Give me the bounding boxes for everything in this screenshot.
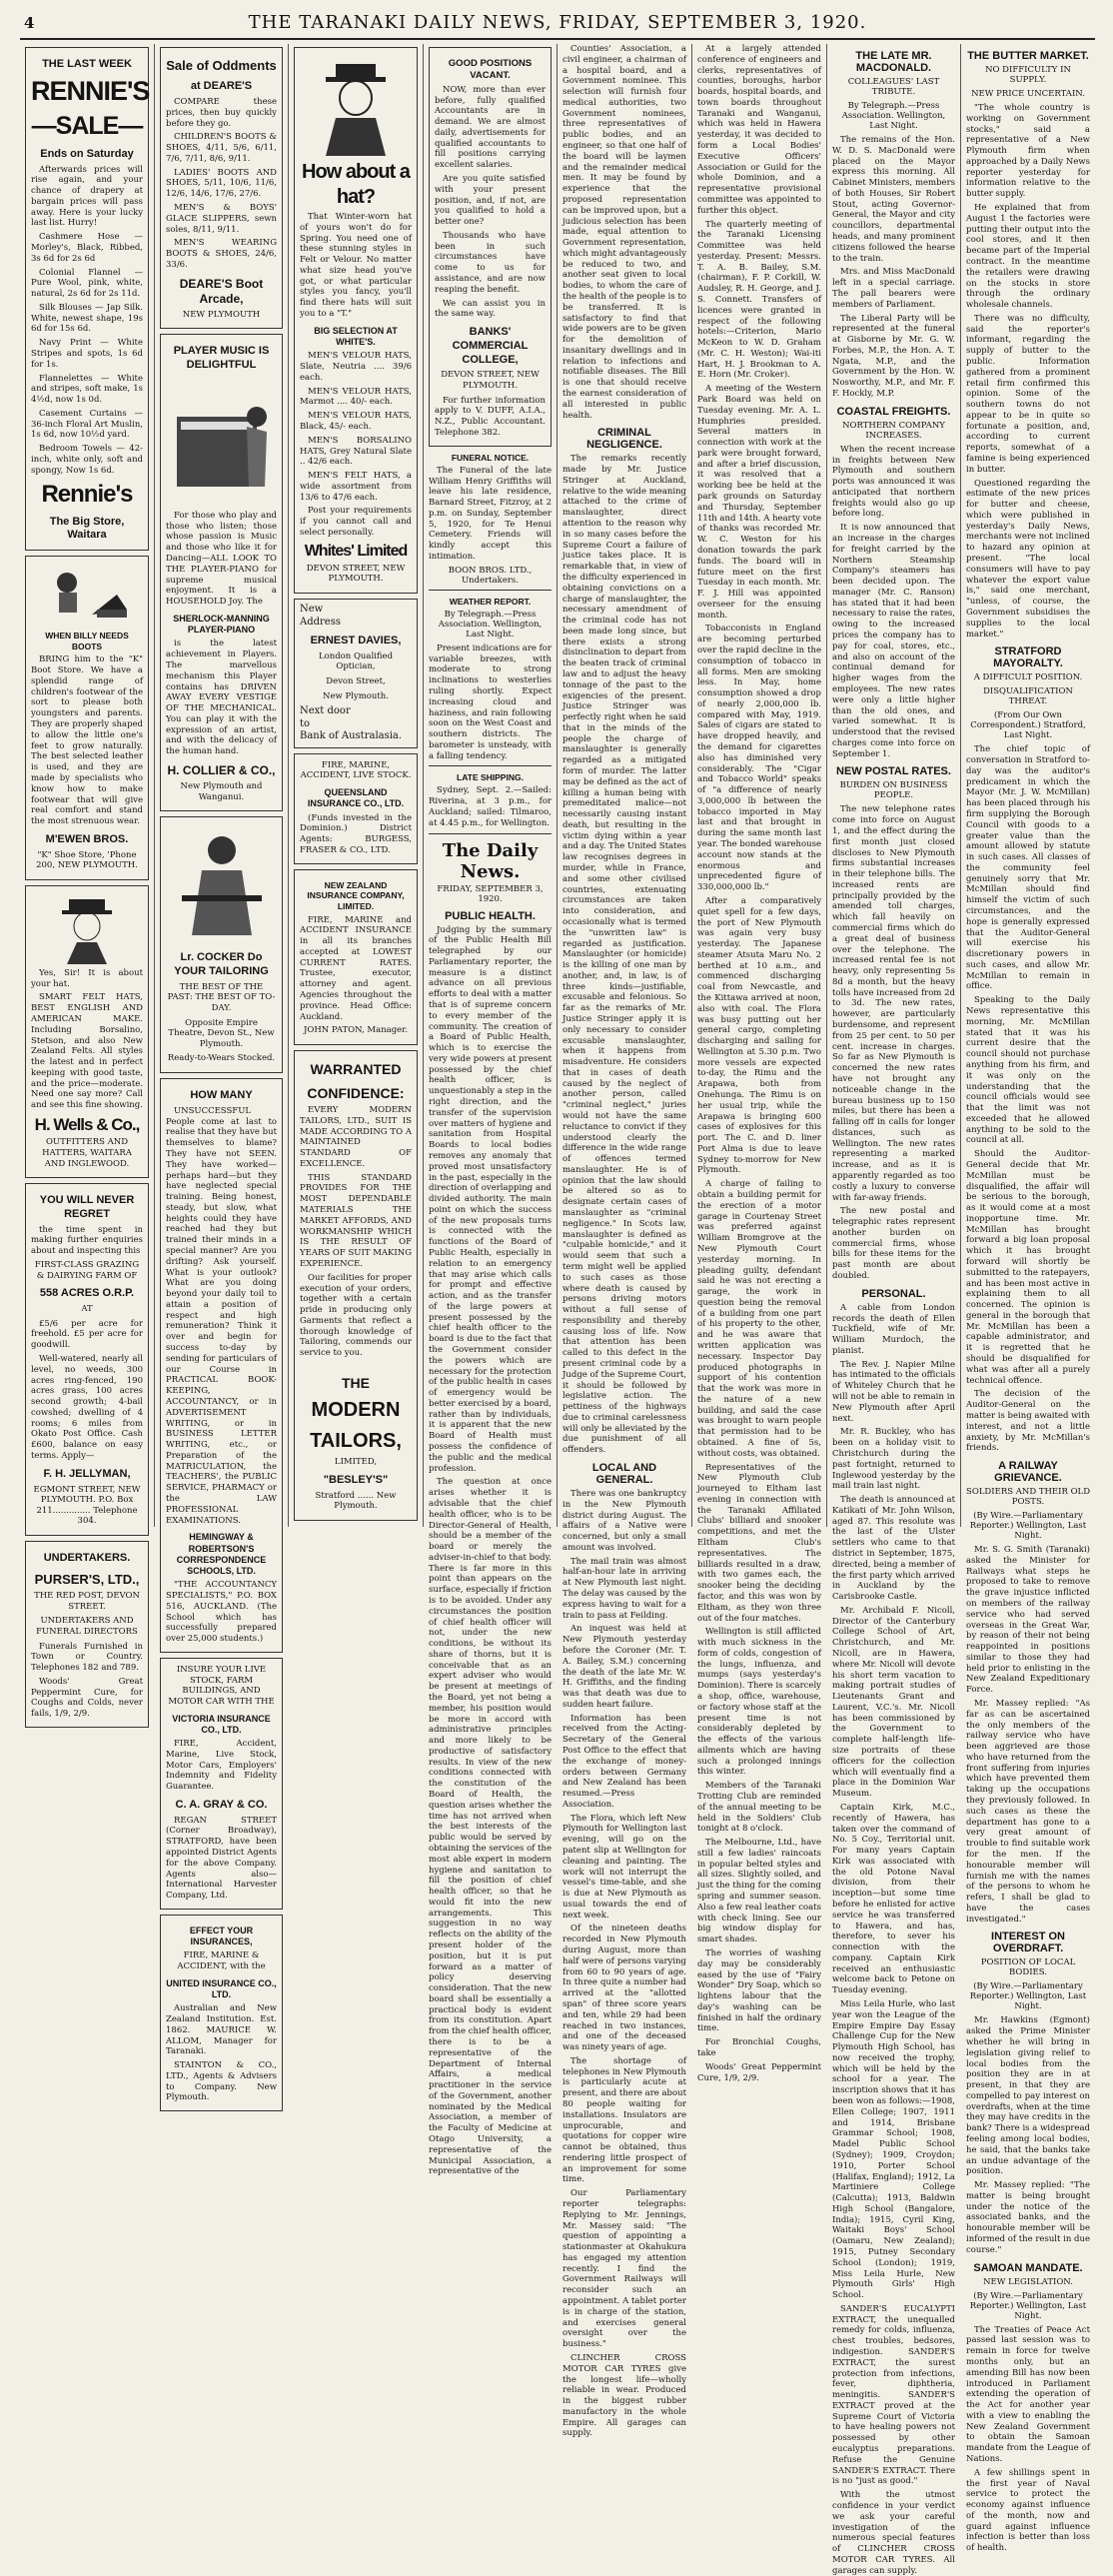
deare-town: NEW PLYMOUTH <box>182 309 261 320</box>
united-name: UNITED INSURANCE CO., LTD. <box>166 1977 277 1999</box>
column-3 <box>289 44 424 1527</box>
col5-p3: There was one bankruptcy in the New Plymouth district during August. The affairs of a Native were concerned, but only a small amount was involved. <box>562 1489 686 1553</box>
united-ad <box>160 1915 283 2111</box>
rennie-lead: THE LAST WEEK <box>42 58 132 70</box>
col5-p5: An inquest was held at New Plymouth yesterday before the Coroner (Mr. T. A. Bailey, S.M.) concerning the death of the late Mr. W. H. Griffiths, and the finding was that death was due to sudden heart failure. <box>562 1624 686 1710</box>
stratford-head: STRATFORD MAYORALTY. <box>993 645 1063 670</box>
col8-p2: He explained that from August 1 the factories were putting their output into the cool stores, and it then became part of the Imperial contract. In the meantime the retailers were drawing on the stocks in store through the ordinary wholesale channels. <box>966 203 1090 311</box>
purser-addr: THE RED POST, DEVON STREET. <box>34 1591 140 1612</box>
rennie-footer: Rennie's <box>41 480 133 508</box>
deare-title: Sale of Oddments <box>166 58 277 73</box>
col6-p1: At a largely attended conference of engineers and clerks, representatives of counties, boroughs, harbor boards, hospital boards, and town boards throughout Taranaki and Wanganui, which was held in Hawera yesterday, it was decided to form a Local Bodies' Executive Officers' Association or Guild for the whole Dominion, and a representative provisional committee was appointed to further this object. <box>697 44 821 216</box>
mewen-name: M'EWEN BROS. <box>45 832 129 845</box>
hemingway-addr: "THE ACCOUNTANCY SPECIALISTS," P.O. BOX 516, AUCKLAND. (The School which has successfully prepared over 25,000 students.) <box>166 1580 277 1645</box>
farm-title: FIRST-CLASS GRAZING & DAIRYING FARM OF <box>34 1259 140 1281</box>
whites-item: MEN'S BORSALINO HATS, Grey Natural Slate .. 42/6 each. <box>300 435 412 468</box>
farm-price: £5/6 per acre for freehold. £5 per acre for goodwill. <box>31 1318 143 1351</box>
col8-p13: The Treaties of Peace Act passed last session was to remain in force for twelve months only, but an amending Bill has now been introduced in Parliament extending the operation of the Act for another year with a view to enabling the New Zealand Government to obtain the Samoan mandate from the League of Nations. <box>966 2324 1090 2464</box>
purser-ad <box>25 1541 149 1728</box>
editorial-p2: The question at once arises whether it is advisable that the chief health officer, who is to be Director-General of Health, should be a member of the board or merely the adviser-in-chief to that body. There is far more in this point than appears on the surface, especially if friction is to be avoided. Under any circumstances the position of chief health officer will not, under the new conditions, be without its share of thorns, but it is conceivable that as an expert adviser who would be present at meetings of the Board, yet not being a member, his position would be more in accord with administrative principles and more likely to be productive of satisfactory results. In view of the new conditions connected with the constitution of the Board of Health, the question arises whether the time has not arrived when the best interests of the public would be served by obtaining the services of the most able expert in modern hygiene and sanitation to fill the position of chief health officer, so that he would fit into the new arrangements. This suggestion in no way reflects on the ability of the present holder of the position, but it is put forward as a matter of policy deserving consideration. That the new board shall be essentially a practical body is evident from its constitution. Apart from the chief health officer, there is to be a representative of the Department of Internal Affairs, a medical practitioner in the service of the Government, another nominated by the Medical Association, a member of the Faculty of Medicine at Otago University, a representative of the Municipal Association, a representative of the <box>429 1477 552 2177</box>
col6-p11: The worries of washing day may be considerably eased by the use of "Fairy Wonder" Dry Soap, which so lightens labour that the day's washing can be finished in half the ordinary time. <box>697 1947 821 2034</box>
col7-p11: The death is announced at Katikati of Mr. John Wilson, aged 87. This resolute was the last of the Ulster settlers who came to that district in September, 1875, directed, being a member of the first party which arrived in Auckland by the Carisbrooke Castle. <box>832 1495 955 1603</box>
col7-p4: When the recent increase in freights between New Plymouth and southern ports was announced it was anticipated that northern freights would also go up before long. <box>832 444 955 520</box>
farm-intro: the time spent in making further enquiries about and inspecting this <box>31 1224 143 1257</box>
col6-p2: The quarterly meeting of the Taranaki Licensing Committee was held yesterday. Present: Messrs. T. A. B. Bailey, S.M. (chairman), F. P. Corkill, W. Audsley, R. H. George, and J. S. Connett. Transfers of licences were granted in respect of the following hotels:—Criterion, Mario McKeon to W. D. Graham (Mr. C. H. Weston); Wai-iti Hart, H. J. Brookman to A. E. Horn (Mr. Croker). <box>697 219 821 381</box>
rennie-ends: Ends on Saturday <box>40 147 134 160</box>
col8-p4: Questioned regarding the estimate of the new prices for butter and cheese, which were published in yesterday's Daily News, merchants were not inclined to hazard any opinion at present. "The local consumers will have to pay whatever the export value is," said one merchant, "unless, of course, the Government subsidises the supplies to the local market." <box>966 478 1090 640</box>
whites-selection: BIG SELECTION AT WHITE'S. <box>314 325 398 348</box>
masthead <box>20 8 1095 40</box>
victoria-agent: C. A. GRAY & CO. <box>175 1798 268 1811</box>
purser-cure: Woods' Great Peppermint Cure, for Coughs and Colds, never fails, 1/9, 2/9. <box>31 1676 143 1720</box>
macdonald-date: By Telegraph.—Press Association. Wellington, Last Night. <box>841 101 946 131</box>
farm-text: Well-watered, nearly all level, no weeds, 300 acres ring-fenced, 190 acres grass, 100 acres second growth; 4-bail cowshed; dwelling of 4 rooms; 6 miles from Okato Post Office. Cash £600, balance on easy terms. Apply— <box>31 1353 143 1461</box>
collier-model: SHERLOCK-MANNING PLAYER-PIANO <box>173 613 270 636</box>
railway-src: (By Wire.—Parliamentary Reporter.) Wellington, Last Night. <box>969 1511 1087 1542</box>
vacant-addr: DEVON STREET, NEW PLYMOUTH. <box>441 370 540 392</box>
mewen-caption: WHEN BILLY NEEDS BOOTS <box>45 631 129 651</box>
stratford-src: (From Our Own Correspondent.) Stratford, Last Night. <box>970 710 1086 741</box>
col7-p10: Mr. R. Buckley, who has been on a holiday visit to Christchurch during the past fortnight, returned to Inglewood yesterday by the mail train last night. <box>832 1427 955 1492</box>
vacant-p4: We can assist you in the same way. <box>435 298 546 320</box>
whites-name: Whites' Limited <box>304 542 408 560</box>
col6-p10: The Melbourne, Ltd., have still a few ladies' raincoats in popular belted styles and all sizes. Slightly soiled, and just the thing for the coming spring and summer season. Also a few real leather coats with check lining. See our big window display for smart shades. <box>697 1838 821 1945</box>
boy-illustration-icon <box>37 565 137 625</box>
railway-head: A RAILWAY GRIEVANCE. <box>994 1460 1062 1485</box>
cocker-name: Lr. COCKER Do YOUR TAILORING <box>174 951 269 977</box>
cocker-ready: Ready-to-Wears Stocked. <box>167 1053 276 1064</box>
whites-text: That Winter-worn hat of yours won't do for Spring. You need one of these stunning styles in Felt or Velour. No matter what size head you've got, or what particular styles you fancy, you'll find there hats will suit you to a "T." <box>300 212 412 320</box>
davies-name: ERNEST DAVIES, <box>310 635 402 647</box>
vacant-school: BANKS' COMMERCIAL COLLEGE, <box>452 326 529 366</box>
col8-p7: Should the Auditor-General decide that Mr. McMillan must be disqualified, the affair will be serious to the borough, as it would come at a most inopportune time. Mr. McMillan has brought forward a big loan proposal which it has brought forward will shortly be submitted to the ratepayers, and has been most active in explaining them to all concerned. The opinion is general in the borough that Mr. McMillan has been a capable administrator, and it is regretted that he should be disqualified for what was after all a purely technical offence. <box>966 1149 1090 1386</box>
column-1 <box>20 44 155 1720</box>
vacant-p1: NOW, more than ever before, fully qualified Accountants are in demand. We are almost daily, advertisements for qualified accountants to fill positions carrying excellent salaries. <box>435 84 546 171</box>
whites-ad <box>294 47 418 594</box>
queensland-text: (Funds invested in the Dominion.) District Agents: BURGESS, FRASER & CO., LTD. <box>300 812 412 855</box>
col8-p14: A few shillings spent in the first year of Naval service to protect the economy against influence of the month, now and guard against influence infection is better than loss of health. <box>966 2467 1090 2554</box>
purser-name: PURSER'S, LTD., <box>34 1571 140 1587</box>
criminal-head: CRIMINAL NEGLIGENCE. <box>586 427 662 452</box>
weather-title: WEATHER REPORT. <box>449 596 532 607</box>
rennie-item: Flannelettes — White and stripes, soft make, 1s 4½d, now 1s 0d. <box>31 373 143 406</box>
postal-sub: BURDEN ON BUSINESS PEOPLE. <box>839 780 948 801</box>
vacant-p2: Are you quite satisfied with your present position, and, if not, are you qualified to hold a better one? <box>435 174 546 228</box>
tailors-tailors: TAILORS, <box>310 1430 402 1453</box>
wells-sub: OUTFITTERS AND HATTERS, WAITARA AND INGLEWOOD. <box>42 1137 132 1169</box>
wells-name: H. Wells & Co., <box>34 1115 140 1134</box>
macdonald-sub: COLLEAGUES' LAST TRIBUTE. <box>847 77 940 97</box>
col6-p5: After a comparatively quiet spell for a few days, the port of New Plymouth was again very busy yesterday. The Japanese steamer Atsuta Maru No. 2 berthed at 10 a.m., and commenced discharging coal from Newcastle, and the Kittawa arrived at noon, also with coal. The Flora was busy putting out her general cargo, completing discharging and sailing for Wellington at 5.30 p.m. Two more vessels are expected to-day, the Rimu and the Arapawa, both from Onehunga. The Rimu is on her usual trip, while the Arapawa is bringing 600 cases of explosives for this port. The C. and D. liner Port Alma is due to leave Sydney to-morrow for New Plymouth. <box>697 895 821 1176</box>
col7-p14: Miss Leila Hurle, who last year won the League of the Empire Empire Day Essay Challenge Cup for the New Plymouth High School, has now received the trophy, which will be held by the school for a year. The inscription shows that it has been won as follows:—1908, Ellen College; 1907, 1911 and 1914, Brisbane Grammar School; 1908, Madel Public School (Sydney); 1909, Croydon; 1910, Porter School (Halifax, England); 1912, La Martiniere College (Calcutta); 1913, Baldwin High School (Bangalore, India); 1915, Cyril King, Waitaki Boys' School (Oamaru, New Zealand); 1915, Putney Secondary School (London); 1919, Miss Leila Hurle, New Plymouth Girls' High School. <box>832 1999 955 2301</box>
local-general-head: LOCAL AND GENERAL. <box>591 1462 657 1486</box>
victoria-ad <box>160 1658 283 1910</box>
nzinsurance-name: NEW ZEALAND INSURANCE COMPANY, LIMITED. <box>307 879 405 911</box>
davies-next3: Bank of Australasia. <box>300 730 403 742</box>
overdraft-src: (By Wire.—Parliamentary Reporter.) Wellington, Last Night. <box>969 1981 1087 2012</box>
funeral-sig: BOON BROS. LTD., Undertakers. <box>448 565 533 586</box>
farm-head: YOU WILL NEVER REGRET <box>39 1194 135 1220</box>
rennie-store: The Big Store, Waitara <box>49 515 125 542</box>
newspaper-title: THE TARANAKI DAILY NEWS, FRIDAY, SEPTEMBER 3, 1920. <box>248 12 867 33</box>
col7-p2: Mrs. and Miss MacDonald left in a special carriage. The pall bearers were members of Parliament. <box>832 267 955 310</box>
butter-sub2: NEW PRICE UNCERTAIN. <box>971 89 1085 99</box>
butter-sub: NO DIFFICULTY IN SUPPLY. <box>985 65 1071 85</box>
whites-item: MEN'S VELOUR HATS, Marmot .... 40/- each. <box>300 386 412 408</box>
cocker-addr: Opposite Empire Theatre, Devon St., New Plymouth. <box>168 1017 275 1049</box>
col7-p1: The remains of the Hon. W. D. S. MacDonald were placed on the Mayor express this morning. All Cabinet Ministers, members of both Houses, Sir Robert Stout, acting Governor-General, the Mayor and city councillors, departmental heads, and many prominent citizens followed the hearse to the train. <box>832 135 955 264</box>
col5-p10: Our Parliamentary reporter telegraphs: Replying to Mr. Jennings, Mr. Massey said: "The question of appointing a stationmaster at Okahukura has engaged my attention recently. I find the Government Railways will reconsider such an appointment. A tablet porter is in charge of the station, and exercises general oversight over the business." <box>562 2188 686 2350</box>
tailors-besley: "BESLEY'S" <box>323 1474 389 1487</box>
col7-p13: Captain Kirk, M.C., recently of Hawera, has taken over the command of No. 5 Coy., Territorial unit. For many years Captain Kirk was associated with the old Potone Naval division, from their inception—but some time before he enlisted for active service he was transferred to Hawera, and has, therefore, to sever his connection with the company. Captain Kirk received an enthusiastic welcome back to Petone on Tuesday evening. <box>832 1802 955 1996</box>
tailors-town: Stratford ...... New Plymouth. <box>315 1490 397 1512</box>
samoan-head: SAMOAN MANDATE. <box>973 2261 1083 2274</box>
victoria-text: FIRE, Accident, Marine, Live Stock, Motor Cars, Employers' Indemnity and Fidelity Guarantee. <box>166 1739 277 1793</box>
overdraft-sub: POSITION OF LOCAL BODIES. <box>980 1957 1076 1978</box>
column-5 <box>557 44 692 2439</box>
editorial-head: PUBLIC HEALTH. <box>445 909 536 922</box>
editorial-date: FRIDAY, SEPTEMBER 3, 1920. <box>437 883 544 904</box>
col6-p8: Wellington is still afflicted with much sickness in the form of colds, congestion of the lungs, influenza, and mumps (says yesterday's Dominion). There is scarcely a shop, office, warehouse, or factory whose staff at the present time is not considerably depleted by the effects of the various ailments which are having such a prolonged innings this winter. <box>697 1627 821 1778</box>
mewen-text: BRING him to the "K" Boot Store. We have a splendid range of children's footwear of the sort to please both youngsters and parents. They are properly shaped to allow the little one's feet to grow naturally. The best selected leather is used, and they are made by specialists who know how to make footwear that will give real comfort and stand the most strenuous wear. <box>31 654 143 827</box>
divider <box>429 833 552 834</box>
tailors-modern: MODERN <box>311 1399 401 1422</box>
whites-item: MEN'S VELOUR HATS, Slate, Neutria .... 39/6 each. <box>300 351 412 383</box>
macdonald-head: THE LATE MR. MACDONALD. <box>855 50 932 74</box>
piano-player-illustration-icon <box>167 377 277 507</box>
hemingway-text: UNSUCCESSFUL People come at last to realise that they have but themselves to blame? They have not SEEN. They have worked—perhaps hard—but they have neglected special training. Being honest, steady, but slow, what heights could they have reached had they but trained their minds in a special manner? Are you drifting? Ask yourself. What is your outlook? What are you doing beyond your daily toil to attain a position of respect and high remuneration? Think it over and begin for success to-day by sending for particulars of our Course in PRACTICAL BOOK-KEEPING, ACCOUNTANCY, or in ADVERTISEMENT WRITING, or in BUSINESS LETTER WRITING, etc., or Preparation of the MATRICULATION, the TEACHERS', the PUBLIC SERVICE, PHARMACY or the LAW PROFESSIONAL EXAMINATIONS. <box>166 1105 277 1526</box>
funeral-title: FUNERAL NOTICE. <box>451 452 530 463</box>
united-head: EFFECT YOUR INSURANCES, <box>189 1925 254 1947</box>
farm-agent: F. H. JELLYMAN, <box>43 1467 131 1480</box>
railway-sub: SOLDIERS AND THEIR OLD POSTS. <box>966 1487 1091 1508</box>
col7-p9: The Rev. J. Napier Milne has intimated to the officials of Whiteley Church that he will not be able to remain in New Plymouth after April next. <box>832 1359 956 1424</box>
nzinsurance-text: FIRE, MARINE and ACCIDENT INSURANCE in all its branches accepted at LOWEST CURRENT RATES. Trustee, executor, attorney and agent. Agencies throughout the province. Head Office: Auckland. <box>300 914 412 1022</box>
queensland-head: FIRE, MARINE, ACCIDENT, LIVE STOCK. <box>300 759 412 781</box>
col8-p9: Mr. S. G. Smith (Taranaki) asked the Minister for Railways what steps he proposed to take to remove the grave injustice inflicted on members of the railway service who had served overseas in the Great War, by reason of their not being reappointed in positions similar to those they had held prior to enlisting in the New Zealand Expeditionary Force. <box>966 1545 1090 1696</box>
samoan-sub: NEW LEGISLATION. <box>983 2276 1073 2287</box>
samoan-src: (By Wire.—Parliamentary Reporter.) Wellington, Last Night. <box>969 2290 1087 2321</box>
postal-head: NEW POSTAL RATES. <box>836 765 951 778</box>
man-in-hat-icon <box>57 894 117 964</box>
tailors-t3: Our facilities for proper execution of your orders, together with a certain pride in producing only Garments that reflect a thorough knowledge of Tailoring, commends our service to you. <box>300 1272 412 1359</box>
tailors-t2: THIS STANDARD PROVIDES FOR THE MOST DEPENDABLE MATERIALS THE MARKET AFFORDS, AND WORKMANSHIP WHICH IS THE RESULT OF YEARS OF SUIT MAKING EXPERIENCE. <box>300 1172 412 1269</box>
banks-college-ad <box>429 47 552 447</box>
wells-text: SMART FELT HATS, BEST ENGLISH AND AMERICAN MAKE. Including Borsalino, Stetson, and also New Zealand Felts. All styles the latest and in perfect keeping with good taste, and the price—moderate. Need one say more? Call and see this fine showing. <box>31 992 143 1111</box>
deare-item: CHILDREN'S BOOTS & SHOES, 4/11, 5/6, 6/11, 7/6, 7/11, 8/6, 9/11. <box>166 132 277 164</box>
whites-item: MEN'S FELT HATS, a wide assortment from 13/6 to 47/6 each. <box>300 471 412 503</box>
column-2 <box>155 44 289 2103</box>
col7-p8: A cable from London records the death of Ellen Tuckfield, wife of Mr. William Murdoch, the pianist. <box>832 1302 955 1356</box>
col5-clincher: CLINCHER CROSS MOTOR CAR TYRES give the longest life—wholly reliable in wear. Produced in the biggest rubber manufactory in the whole Empire. All garages can supply. <box>562 2352 686 2439</box>
col7-p5: It is now announced that an increase in the charges for freight carried by the Northern Steamship Company's steamers has been decided upon. The manager (Mr. C. Ranson) has stated that it had been necessary to raise the rates, owing to the increased prices the company has to pay for coal, stores, etc., and also on account of the continual demand for higher wages from the employees. The new rates were only a little higher than the old ones, and varied somewhat. It is understood that the revised charges come into force on September 1. <box>832 523 955 759</box>
coastal-head: COASTAL FREIGHTS. <box>836 405 951 418</box>
queensland-ad <box>294 753 418 864</box>
page-columns <box>20 44 1095 2576</box>
col7-p3: The Liberal Party will be represented at the funeral at Gisborne by Mr. G. W. Forbes, M.P., the Hon. A. T. Ngata, M.P., and the Government by the Hon. W. Nosworthy, M.P., and Mr. F. F. Hockly, M.P. <box>832 313 955 399</box>
united-lines: FIRE, MARINE & ACCIDENT, with the <box>177 1950 266 1972</box>
col7-p12: Mr. Archibald F. Nicoll, Director of the Canterbury College School of Art, Christchurch, and Mr. Nicoll, are in Hawera, where Mr. Nicoll will devote his short term vacation to making portrait studies of Lieutenants Grant and Laurent, V.C.'s. Mr. Nicoll has been commissioned by the Government to complete half-length life-size portraits of these officers for the collection which will eventually find a place in the Dominion War Museum. <box>832 1605 955 1800</box>
rennie-sale: —SALE— <box>31 111 143 140</box>
overdraft-head: INTEREST ON OVERDRAFT. <box>991 1931 1065 1955</box>
rennie-item: Cashmere Hose — Morley's, Black, Ribbed, 3s 6d for 2s 6d <box>31 232 143 264</box>
man-with-hat-illustration-icon <box>311 56 401 156</box>
vacant-title: GOOD POSITIONS VACANT. <box>448 58 533 81</box>
nzinsurance-ad <box>294 869 418 1045</box>
nzinsurance-mgr: JOHN PATON, Manager. <box>303 1025 409 1036</box>
col8-p10: Mr. Massey replied: "As far as can be ascertained the only members of the railway service who have been aggrieved are those who have returned from the front suffering from injuries which have prevented them taking up the occupations they previously followed. In such cases as these the department has gone to a very great amount of trouble to find suitable work for the men. If the honourable member will furnish me with the names of the persons to whom he refers, I shall be glad to have the cases investigated." <box>966 1699 1090 1925</box>
col6-p4: Tobacconists in England are becoming perturbed over the rapid decline in the consumption of tobacco in all forms. Men are smoking less. In May, home consumption showed a drop of nearly 2,000,000 lb. compared with May, 1919. Sales of cigars are stated to have dropped heavily, and the demand for cigarettes also has diminished very considerably. The "Cigar and Tobacco World" speaks of "a difference of nearly 3,000,000 lb between the tobacco imported in May last and that brought in during the same month last year. The bonded warehouse account now stands at the enormous and unprecedented figure of 330,000,000 lb." <box>697 624 821 893</box>
hemingway-school: HEMINGWAY & ROBERTSON'S CORRESPONDENCE SCHOOLS, LTD. <box>176 1532 267 1577</box>
victoria-head: INSURE YOUR LIVE STOCK, FARM BUILDINGS, AND MOTOR CAR WITH THE <box>168 1665 275 1707</box>
whites-item: MEN'S VELOUR HATS, Black, 45/- each. <box>300 411 412 432</box>
deare-item: MEN'S WEARING BOOTS & SHOES, 24/6, 33/6. <box>166 238 277 270</box>
collier-ad <box>160 334 283 811</box>
tailor-illustration-icon <box>172 825 272 945</box>
mewen-addr: "K" Shoe Store, 'Phone 200, NEW PLYMOUTH. <box>36 849 138 871</box>
wells-intro: Yes, Sir! It is about your hat. <box>31 967 143 989</box>
column-8 <box>961 44 1095 2554</box>
col5-p4: The mail train was almost half-an-hour late in arriving at New Plymouth last night. The delay was caused by the express having to wait for a train to pass at Feilding. <box>562 1556 686 1621</box>
rennie-item: Casement Curtains — 36-inch Floral Art Muslin, 1s 6d, now 10½d yard. <box>31 408 143 441</box>
divider <box>429 765 552 766</box>
deare-item: MEN'S & BOYS' GLACE SLIPPERS, sewn soles, 8/11, 9/11. <box>166 203 277 235</box>
col7-p7: The new postal and telegraphic rates represent another burden on commercial firms, whose bills for these items for the past month are about doubled. <box>832 1206 955 1281</box>
davies-sub: London Qualified Optician, <box>318 650 394 672</box>
col8-p12: Mr. Massey replied: "The matter is being brought under the notice of the associated banks, and the honourable member will be informed of the result in due course." <box>966 2180 1090 2255</box>
davies-l1: New <box>300 604 324 616</box>
deare-item: LADIES' BOOTS AND SHOES, 5/11, 10/6, 11/6, 12/6, 14/6, 17/6, 27/6. <box>166 167 277 200</box>
col7-p15: SANDER'S EUCALYPTI EXTRACT, the unequalled remedy for colds, influenza, chest troubles, bedsores, indigestion. SANDER'S EXTRACT, the surest protection from infections, fever, diphtheria, meningitis. SANDER'S EXTRACT proved at the Supreme Court of Victoria to have healing powers not possessed by other eucalyptus preparations. Refuse the Genuine SANDER'S EXTRACT. There is no "just as good." <box>832 2303 955 2487</box>
shipping-text: Sydney, Sept. 2.—Sailed: Riverina, at 3 p.m., for Auckland; sailed: Tilmaroo, at 4.45 p.m., for Wellington. <box>429 785 552 828</box>
page-number: 4 <box>24 14 35 32</box>
farm-addr: EGMONT STREET, NEW PLYMOUTH. P.O. Box 211.............. Telephone 304. <box>33 1484 141 1527</box>
purser-text: Funerals Furnished in Town or Country. Telephones 182 and 789. <box>31 1641 143 1674</box>
tailors-ltd: LIMITED, <box>334 1457 378 1468</box>
col8-p1: "The whole country is working on Government stocks," said a representative of a New Plymouth firm when approached by a Daily News reporter yesterday for information relative to the butter supply. <box>966 103 1090 200</box>
victoria-name: VICTORIA INSURANCE CO., LTD. <box>172 1713 271 1735</box>
col6-p9: Members of the Taranaki Trotting Club are reminded of the annual meeting to be held in the Soldiers' Club tonight at 8 o'clock. <box>697 1781 821 1835</box>
tailors-w2: CONFIDENCE: <box>307 1084 405 1101</box>
collier-text2: is the latest achievement in Players. The marvellous mechanism this Player contains has DRIVEN AWAY EVERY VESTIGE OF THE MECHANICAL. You can play it with the expression of an artist, and with the delicacy of the human hand. <box>166 639 277 757</box>
rennie-item: Navy Print — White Stripes and spots, 1s 6d for 1s. <box>31 338 143 370</box>
editorial-p1: Judging by the summary of the Public Health Bill telegraphed by our Parliamentary reporter, the measure is a distinct advance on all previous efforts to deal with a matter that is of supreme concern to every member of the community. The creation of a Board of Public Health, which is to exercise the very wide powers at present possessed by the chief health officer, is unquestionably a step in the right direction, and the transfer of the supervision over matters of hygiene and sanitation from Hospital Boards to local bodies removes any anomaly that proved most unsatisfactory in the past, especially in the direction of overlapping and divided authority. The main point on which the success of the new proposals turns is connected with the functions of the Board of Public Health, especially in relation to an emergency that may arise which calls for prompt and effective action, and as the transfer of the large powers at present possessed by the chief health officer to the board is due to the fact that the Government consider the powers which are necessary for the protection of the public health in cases of emergency would be better exercised by a board, rather than by individuals, it is apparent that the new Board of Health must possess the confidence of the public and the medical profession. <box>429 924 552 1474</box>
farm-at: AT <box>81 1303 93 1314</box>
davies-ad <box>294 599 418 748</box>
purser-head: UNDERTAKERS. <box>43 1552 131 1564</box>
stratford-sub: A DIFFICULT POSITION. <box>973 672 1083 683</box>
whites-addr: DEVON STREET, NEW PLYMOUTH. <box>306 563 406 585</box>
weather-sub: By Telegraph.—Press Association. Wellington, Last Night. <box>438 609 543 640</box>
col8-p5: The chief topic of conversation in Stratford to-day was the auditor's predicament in which the Mayor (Mr. J. W. McMillan) has been placed through his firm supplying the Borough Council with goods to a greater value than the amount allowed by statute in such cases. All classes of the community feel genuinely sorry that Mr. McMillan should find himself the victim of such circumstances, and the hope is generally expressed that the Auditor-General will exercise his discretionary powers in such cases, and allow Mr. McMillan to remain in office. <box>966 744 1090 992</box>
col8-p8: The decision of the Auditor-General on the matter is being awaited with interest, and not a little anxiety, by Mr. McMillan's friends. <box>966 1389 1090 1454</box>
col5-p6: Information has been received from the Acting-Secretary of the General Post Office to the effect that the exchange of money-orders between Germany and New Zealand has been resumed.—Press Association. <box>562 1713 686 1810</box>
farm-ad <box>25 1183 149 1536</box>
column-6 <box>692 44 827 2083</box>
coastal-sub: NORTHERN COMPANY INCREASES. <box>842 420 945 441</box>
cocker-ad <box>160 816 283 1073</box>
whites-title: How about a hat? <box>302 161 410 208</box>
deare-at: at DEARE'S <box>190 80 253 93</box>
rennie-ad <box>25 47 149 551</box>
purser-sub: UNDERTAKERS AND FUNERAL DIRECTORS <box>36 1616 138 1637</box>
united-text: Australian and New Zealand Institution. Est. 1862. MAURICE W. ALLOM, Manager for Taranaki. <box>166 2003 277 2057</box>
davies-town: New Plymouth. <box>323 690 389 701</box>
col6-p6: A charge of failing to obtain a building permit for the erection of a motor garage in Courtenay Street was preferred against William Bromgrove at the New Plymouth Court yesterday morning. In pleading guilty, defendant said he was not erecting a garage, the work in question being the removal of a building from one part of his property to the other, and he was aware that written application was necessary. Inspector Day produced photographs in support of his contention that the work was more in the nature of a new building, and said the case was brought to warn people that permission had to be obtained. A fine of 5s, without costs, was obtained. <box>697 1179 821 1459</box>
funeral-text: The Funeral of the late William Henry Griffiths will leave his late residence, Barnard Street, Fitzroy, at 2 p.m. on Sunday, September 5, 1920, for Te Henui Cemetery. Friends will kindly accept this intimation. <box>429 465 552 563</box>
col7-p6: The new telephone rates come into force on August 1, and the effect during the first month just closed discloses to New Plymouth firms substantial increases in their telephone bills. The increased rents are principally provided by the amended toll charges, which fall heavily on commercial firms which do a great deal of business over the telephone. The increased rental fee is not heavy, only representing 5s 8d a month, but the heavy tolls have increased from 2d to 3d. The new rates, however, are particularly burdensome, and represent from 25 per cent. to 50 per cent. increase in charges. So far as New Plymouth is concerned the new rates have not brought any noticeable change in the bureau business up to 150 miles, but there has been a falling off in calls for longer distances, such as Wellington. The new rates representing a marked increase, and as it is apparently regarded as too costly a luxury to converse with far-away friends. <box>832 804 955 1203</box>
col8-p11: Mr. Hawkins (Egmont) asked the Prime Minister whether he will bring in legislation giving relief to local bodies from the position they are in at present, in that they are compelled to pay interest on overdrafts, when at the time they may have credits in the bank? There is a widespread feeling among local bodies, he said, that the banks take an undue advantage of the position. <box>966 2015 1090 2177</box>
col6-p3: A meeting of the Western Park Board was held on Tuesday evening. Mr. A. L. Humphries presided. Several matters in connection with work at the park were brought forward, and after a brief discussion, it was resolved that a working bee be held at the park grounds on Saturday and Thursday, September 11th and 14th. A hearty vote of thanks was recorded Mr. W. C. Weston for his donation towards the park funds. The board will in future meet on the first Tuesday in each month. Mr. F. J. Hill was appointed overseer for the ensuing month. <box>697 384 821 621</box>
rennie-name: RENNIE'S <box>31 75 150 106</box>
davies-street: Devon Street, <box>326 676 386 687</box>
col8-p6: Speaking to the Daily News representative this morning, Mr. McMillan stated that it was his current desire that the council should not purchase anything from his firm, and it was only on the understanding that the council officials would see that the limit was not exceeded that he allowed anything to be sold to the council at all. <box>966 995 1090 1146</box>
rennie-intro: Afterwards prices will rise again, and your chance of drapery at bargain prices will pass away. Here is your lucky last list. Hurry! <box>31 164 143 229</box>
rennie-item: Colonial Flannel — Pure Wool, pink, white, natural, 2s 6d for 2s 11d. <box>31 267 143 300</box>
col6-cure: Woods' Great Peppermint Cure, 1/9, 2/9. <box>697 2061 821 2083</box>
deare-intro: COMPARE these prices, then buy quickly before they go. <box>166 97 277 129</box>
collier-text: For those who play and those who listen; those whose passion is Music and those who like it for Dancing—ALL LOOK TO THE PLAYER-PIANO for supreme musical enjoyment. It is a HOUSEHOLD Joy. The <box>166 510 277 608</box>
column-4 <box>424 44 557 2177</box>
col6-p12: For Bronchial Coughs, take <box>697 2037 821 2058</box>
cocker-best: THE BEST OF THE PAST: THE BEST OF TO-DAY. <box>167 981 276 1013</box>
butter-head: THE BUTTER MARKET. <box>967 50 1089 62</box>
col7-p16: With the utmost confidence in your verdict we ask your careful investigation of the numerous special features of CLINCHER CROSS MOTOR CAR TYRES. All garages can supply. <box>832 2490 955 2576</box>
davies-next1: Next door <box>300 705 351 717</box>
col8-p3: There was no difficulty, said the reporter's informant, regarding the supply of butter to the public. Information gathered from a prominent retail firm confirmed this opinion. Some of the southern towns do not appear to be in quite so fortunate a position, and, according to current reports, somewhat of a famine is being experienced in butter. <box>966 313 1090 475</box>
shipping-title: LATE SHIPPING. <box>457 772 524 783</box>
collier-name: H. COLLIER & CO., <box>167 762 276 777</box>
wells-ad <box>25 885 149 1178</box>
queensland-name: QUEENSLAND INSURANCE CO., LTD. <box>307 787 405 809</box>
farm-acres: 558 ACRES O.R.P. <box>39 1287 135 1300</box>
tailors-the: THE <box>342 1374 370 1391</box>
davies-next2: to <box>300 717 311 729</box>
column-7 <box>827 44 961 2576</box>
vacant-foot: For further information apply to V. DUFF, A.I.A., N.Z., Public Accountant. Telephone 382. <box>435 395 546 438</box>
united-agent: STAINTON & CO., LTD., Agents & Advisers to Company. New Plymouth. <box>166 2060 277 2103</box>
vacant-p3: Thousands who have been in such circumstances have come to us for assistance, and are now reaping the benefit. <box>435 230 546 295</box>
divider <box>429 590 552 591</box>
weather-text: Present indications are for variable breezes, with moderate to strong inclinations to westerlies ruling shortly. Expect increasing cloud and haziness, and rain following soon on the West Coast and southern districts. The barometer is unsteady, with a falling tendency. <box>429 643 552 761</box>
victoria-addr: REGAN STREET (Corner Broadway), STRATFORD, have been appointed District Agents for the above Company. Agents also—International Harvester Company, Ltd. <box>166 1815 277 1902</box>
modern-tailors-ad <box>294 1050 418 1521</box>
rennie-item: Silk Blouses — Jap Silk. White, newest shape, 19s 6d for 15s 6d. <box>31 302 143 335</box>
collier-title: PLAYER MUSIC IS DELIGHTFUL <box>173 345 270 372</box>
deare-ad <box>160 47 283 329</box>
col5-p2: The remarks recently made by Mr. Justice Stringer at Auckland, relative to the wide meaning attached to the crime of manslaughter, direct attention to the reason why in so many cases before the Supreme Court a failure of justice takes place. It is remarkable that, in view of the difficulty experienced in obtaining convictions on a charge of manslaughter, the necessary amendment of the criminal code has not been made long since, but there exists a strong disinclination to depart from the beaten track of criminal law and to adjust the heavy tonnage of the past to the exigencies of the present. Justice Stringer was perfectly right when he said that in the minds of the people the charge of manslaughter is generally regarded as a mitigated form of murder. The latter may be defined as the act of killing a human being with premeditated malice—not necessarily causing instant death, but resulting in the victim dying within a year and a day. The United States law recognises degrees in murder, while in France, and some other civilised countries, extenuating circumstances are taken into consideration, and occasionally what is termed the "unwritten law" is regarded as justification. Manslaughter (or homicide) is the killing of one man by another, and, in law, is of three kinds—justifiable, excusable and felonious. So far as the remarks of Mr. Justice Stringer apply it is only necessary to consider excusable manslaughter, when it happens from misadventure. He considers that in cases of death caused by the neglect of another person, called "criminal neglect," juries would not have the same reluctance to convict if they understood clearly the difference in the wide range of offences termed manslaughter. He is of opinion that the law should be altered so as to designate certain cases of manslaughter as "criminal negligence." In Scots law, manslaughter is defined as "culpable homicide," and it would seem that such a term might well be applied to such cases as those where death is caused by persons driving motors without a full sense of responsibility and thereby causing loss of life. Now that attention has been called to this defect in the present criminal code by a Judge of the Supreme Court, it should be followed by legislative action. The pettiness of the highways due to criminal carelessness will only be alleviated by the due punishment of all offenders. <box>562 454 686 1456</box>
col5-p7: The Flora, which left New Plymouth for Wellington last evening, will go on the patent slip at Wellington for cleaning and painting. The work will not interrupt the vessel's time-table, and she is due at New Plymouth as usual towards the end of next week. <box>562 1813 686 1921</box>
personal-head: PERSONAL. <box>861 1287 926 1300</box>
col6-p7: Representatives of the New Plymouth Club journeyed to Eltham last evening in connection with the Taranaki Affiliated Clubs' billiard and snooker competitions, and met the Eltham Club's representatives. The billiards resulted in a draw, with two games each, the snooker being the deciding factor, and this was won by Eltham, as they won three out of the four matches. <box>697 1462 821 1624</box>
tailors-w1: WARRANTED <box>310 1061 402 1077</box>
whites-post: Post your requirements if you cannot call and select personally. <box>300 506 412 539</box>
col5-p8: Of the nineteen deaths recorded in New Plymouth during August, more than half were of persons varying from 60 to 90 years of age. In three quite a number had arrived at the "allotted span" of three score years and ten, while 29 had been reached in two instances, and one of the deceased was ninety years of age. <box>562 1924 686 2053</box>
mewen-ad <box>25 556 149 880</box>
deare-name: DEARE'S Boot Arcade, <box>179 276 264 306</box>
rennie-item: Bedroom Towels — 42-inch, white only, soft and spongy, Now 1s 6d. <box>31 444 143 476</box>
davies-l2: Address <box>300 616 341 628</box>
col5-p1: Counties' Association, a civil engineer, a chairman of a hospital board, and a Government nominee. This selection will furnish four medical authorities, two Government nominees, three representatives of public bodies, and an engineer, so that one half of the board will be laymen and the remainder medical men. It may be found by experience that the proposed representation can be improved upon, but a judicious selection has been made, equal attention to Government representation, which might advantageously be reduced to two, and another seat given to local bodies, to whom the care of the health of the people is to be transferred. It is satisfactory to find that wide powers are to be given for the demolition of insanitary dwellings and in relation to infections and notifiable diseases. The Bill is one that should receive the earnest consideration of all interested in public health. <box>562 44 686 421</box>
col5-p9: The shortage of telephones in New Plymouth is particularly acute at present, and there are about 80 people waiting for installations. Insulators are unprocurable, and quotations for copper wire cannot be obtained, thus rendering little prospect of an improvement for some time. <box>562 2055 687 2185</box>
hemingway-ad <box>160 1078 283 1653</box>
editorial-masthead: The Daily News. <box>442 839 539 882</box>
hemingway-title: HOW MANY <box>190 1089 253 1102</box>
collier-addr: New Plymouth and Wanganui. <box>180 780 263 802</box>
stratford-sub2: DISQUALIFICATION THREAT. <box>983 686 1073 707</box>
tailors-t1: EVERY MODERN TAILORS, LTD., SUIT IS MADE ACCORDING TO A MAINTAINED STANDARD OF EXCELLENCE. <box>300 1105 412 1169</box>
